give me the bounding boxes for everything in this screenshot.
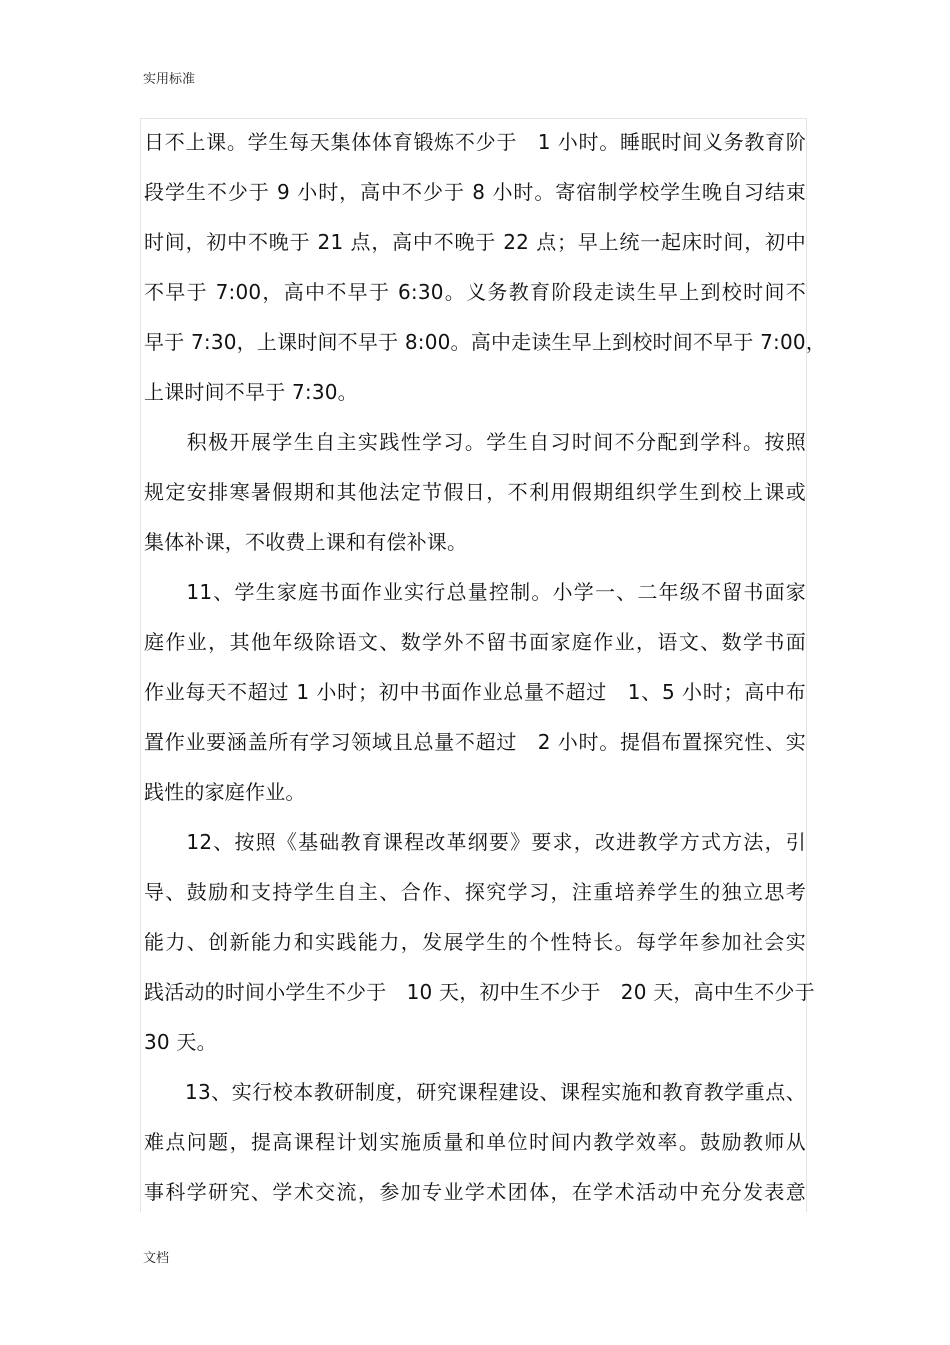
text-line: 12、按照《基础教育课程改革纲要》要求，改进教学方式方法，引	[144, 830, 806, 854]
text-line: 时间，初中不晚于 21 点，高中不晚于 22 点；早上统一起床时间，初中	[144, 230, 806, 254]
text-line: 规定安排寒暑假期和其他法定节假日，不利用假期组织学生到校上课或	[144, 480, 806, 504]
text-line: 置作业要涵盖所有学习领域且总量不超过 2 小时。提倡布置探究性、实	[144, 730, 806, 754]
text-line: 事科学研究、学术交流，参加专业学术团体，在学术活动中充分发表意	[144, 1180, 806, 1204]
text-line: 早于 7:30，上课时间不早于 8:00。高中走读生早上到校时间不早于 7:00，	[144, 330, 827, 354]
text-line: 导、鼓励和支持学生自主、合作、探究学习，注重培养学生的独立思考	[144, 880, 806, 904]
text-line: 难点问题，提高课程计划实施质量和单位时间内教学效率。鼓励教师从	[144, 1130, 806, 1154]
text-line: 集体补课，不收费上课和有偿补课。	[144, 530, 468, 554]
text-line: 日不上课。学生每天集体体育锻炼不少于 1 小时。睡眠时间义务教育阶	[144, 130, 806, 154]
text-line: 践性的家庭作业。	[144, 780, 306, 804]
text-line: 上课时间不早于 7:30。	[144, 380, 358, 404]
text-line: 庭作业，其他年级除语文、数学外不留书面家庭作业，语文、数学书面	[144, 630, 806, 654]
page-header: 实用标准	[143, 72, 196, 87]
text-line: 积极开展学生自主实践性学习。学生自习时间不分配到学科。按照	[144, 430, 806, 454]
page-footer: 文档	[143, 1251, 170, 1266]
text-line: 11、学生家庭书面作业实行总量控制。小学一、二年级不留书面家	[144, 580, 806, 604]
text-line: 30 天。	[144, 1030, 217, 1054]
text-line: 作业每天不超过 1 小时；初中书面作业总量不超过 1、5 小时；高中布	[144, 680, 806, 704]
text-line: 段学生不少于 9 小时，高中不少于 8 小时。寄宿制学校学生晚自习结束	[144, 180, 806, 204]
text-line: 不早于 7:00，高中不早于 6:30。义务教育阶段走读生早上到校时间不	[144, 280, 806, 304]
text-line: 践活动的时间小学生不少于 10 天，初中生不少于 20 天，高中生不少于	[144, 980, 815, 1004]
text-line: 能力、创新能力和实践能力，发展学生的个性特长。每学年参加社会实	[144, 930, 806, 954]
text-line: 13、实行校本教研制度，研究课程建设、课程实施和教育教学重点、	[144, 1080, 806, 1104]
